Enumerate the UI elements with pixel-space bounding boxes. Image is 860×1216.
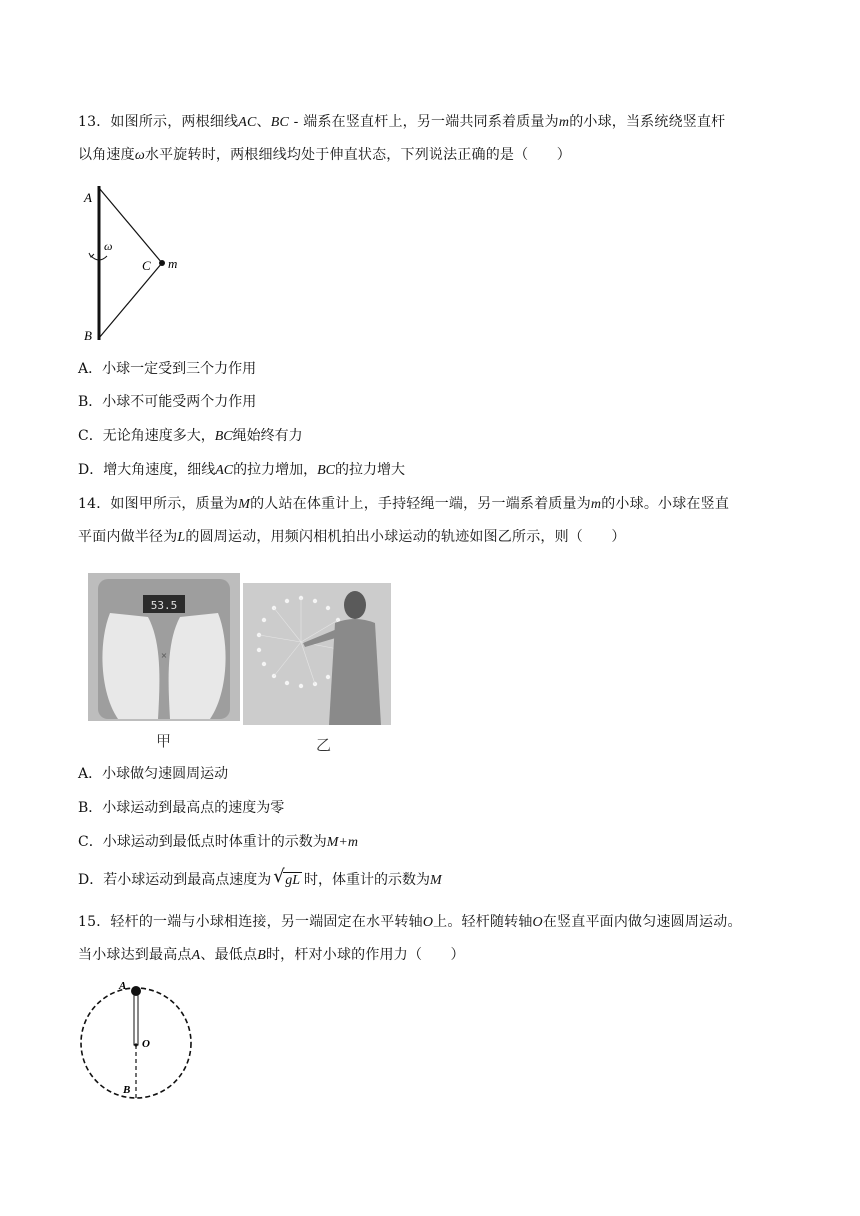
q15-text: 上。轻杆随转轴 bbox=[433, 914, 533, 930]
q14-var-m: m bbox=[590, 497, 602, 512]
q13-sep: 、 bbox=[256, 114, 271, 130]
q15-text: 、最低点 bbox=[200, 947, 258, 963]
right-foot bbox=[169, 613, 226, 719]
label-c: C bbox=[142, 258, 151, 273]
q14-text: 的圆周运动，用频闪相机拍出小球运动的轨迹如图乙所示，则（ ） bbox=[185, 529, 626, 545]
q15-var-o: O bbox=[532, 915, 543, 930]
arrowhead-icon bbox=[89, 253, 94, 257]
q14-option-b[interactable]: B．小球运动到最高点的速度为零 bbox=[78, 800, 285, 816]
label-a: A bbox=[119, 980, 127, 992]
option-text: C．小球运动到最低点时体重计的示数为 bbox=[78, 834, 327, 850]
q13-option-d[interactable] bbox=[78, 460, 405, 481]
q14-stem-line2 bbox=[78, 527, 626, 548]
label-a: A bbox=[84, 190, 92, 205]
q13-var-m: m bbox=[558, 115, 570, 130]
q13-number: 13． bbox=[78, 114, 111, 130]
option-text: C．无论角速度多大， bbox=[78, 428, 215, 444]
caption-yi: 乙 bbox=[316, 736, 332, 754]
q13-var-bc: BC bbox=[270, 115, 290, 130]
q13-var-omega: ω bbox=[134, 148, 145, 163]
caption-jia: 甲 bbox=[156, 732, 172, 750]
option-text: D．若小球运动到最高点速度为 bbox=[78, 872, 272, 888]
q13-var-ac: AC bbox=[238, 115, 257, 130]
q14-number: 14． bbox=[78, 496, 111, 512]
q15-var-o: O bbox=[422, 915, 434, 930]
q13-option-c[interactable] bbox=[78, 426, 303, 447]
option-var: M+m bbox=[326, 835, 358, 850]
q13-text: 如图所示，两根细线 bbox=[110, 114, 239, 130]
option-text: D．增大角速度，细线 bbox=[78, 462, 216, 478]
person-head bbox=[344, 591, 366, 619]
q14-option-d[interactable] bbox=[78, 866, 442, 891]
left-foot bbox=[102, 613, 159, 719]
q15-text: 当小球达到最高点 bbox=[78, 947, 192, 963]
photo-jia-scale bbox=[88, 573, 240, 721]
q13-text: 的小球，当系统绕竖直杆 bbox=[569, 114, 726, 130]
q14-var-l: L bbox=[177, 530, 186, 545]
option-text: 绳始终有力 bbox=[232, 428, 303, 444]
q15-text: 轻杆的一端与小球相连接，另一端固定在水平转轴 bbox=[110, 914, 423, 930]
q15-var-b: B bbox=[257, 948, 266, 963]
ball bbox=[159, 260, 165, 266]
label-b: B bbox=[84, 328, 92, 343]
label-b: B bbox=[123, 1084, 131, 1096]
q15-figure bbox=[76, 980, 200, 1104]
q14-option-a[interactable]: A．小球做匀速圆周运动 bbox=[78, 766, 229, 782]
q13-stem-line1 bbox=[78, 112, 725, 133]
label-o: O bbox=[142, 1038, 150, 1050]
q14-text: 的小球。小球在竖直 bbox=[601, 496, 730, 512]
q13-option-a[interactable]: A．小球一定受到三个力作用 bbox=[78, 361, 257, 377]
label-m: m bbox=[168, 256, 178, 271]
scale-photo-svg bbox=[88, 573, 240, 721]
option-text: 的拉力增加， bbox=[233, 462, 318, 478]
q15-number: 15． bbox=[78, 914, 111, 930]
q14-stem-line1 bbox=[78, 494, 729, 515]
option-text: 的拉力增大 bbox=[335, 462, 406, 478]
q15-text: 在竖直平面内做匀速圆周运动。 bbox=[542, 914, 742, 930]
q15-var-a: A bbox=[191, 948, 201, 963]
axis-point bbox=[134, 1043, 137, 1046]
option-var: BC bbox=[214, 429, 233, 444]
q14-option-c[interactable] bbox=[78, 832, 358, 853]
q13-text: 水平旋转时，两根细线均处于伸直状态，下列说法正确的是（ ） bbox=[144, 147, 571, 163]
q14-text: 如图甲所示，质量为 bbox=[110, 496, 239, 512]
strobe-photo-svg bbox=[243, 583, 391, 725]
option-var: AC bbox=[215, 463, 234, 478]
option-var: M bbox=[430, 873, 442, 888]
q13-text: - 端系在竖直杆上，另一端共同系着质量为 bbox=[289, 114, 559, 130]
q14-text: 平面内做半径为 bbox=[78, 529, 178, 545]
label-omega: ω bbox=[104, 239, 113, 253]
q13-text: 以角速度 bbox=[78, 147, 135, 163]
ball bbox=[131, 986, 141, 996]
option-var: BC bbox=[317, 463, 336, 478]
scale-reading: 53.5 bbox=[150, 599, 178, 612]
string-bc bbox=[99, 263, 162, 338]
q13-figure bbox=[78, 180, 198, 345]
sqrt-content: gL bbox=[285, 873, 301, 888]
q15-stem-line2 bbox=[78, 945, 465, 966]
option-text: 时，体重计的示数为 bbox=[304, 872, 431, 888]
svg-text:×: × bbox=[160, 651, 168, 660]
sqrt-icon: √ gL bbox=[273, 866, 301, 888]
q14-text: 的人站在体重计上，手持轻绳一端，另一端系着质量为 bbox=[250, 496, 591, 512]
q15-text: 时，杆对小球的作用力（ ） bbox=[265, 947, 465, 963]
q14-var-m-big: M bbox=[238, 497, 251, 512]
rigid-rod bbox=[134, 992, 138, 1045]
q15-stem-line1 bbox=[78, 912, 742, 933]
photo-yi-strobe bbox=[243, 583, 391, 725]
q13-stem-line2 bbox=[78, 145, 571, 166]
q13-option-b[interactable]: B．小球不可能受两个力作用 bbox=[78, 394, 257, 410]
